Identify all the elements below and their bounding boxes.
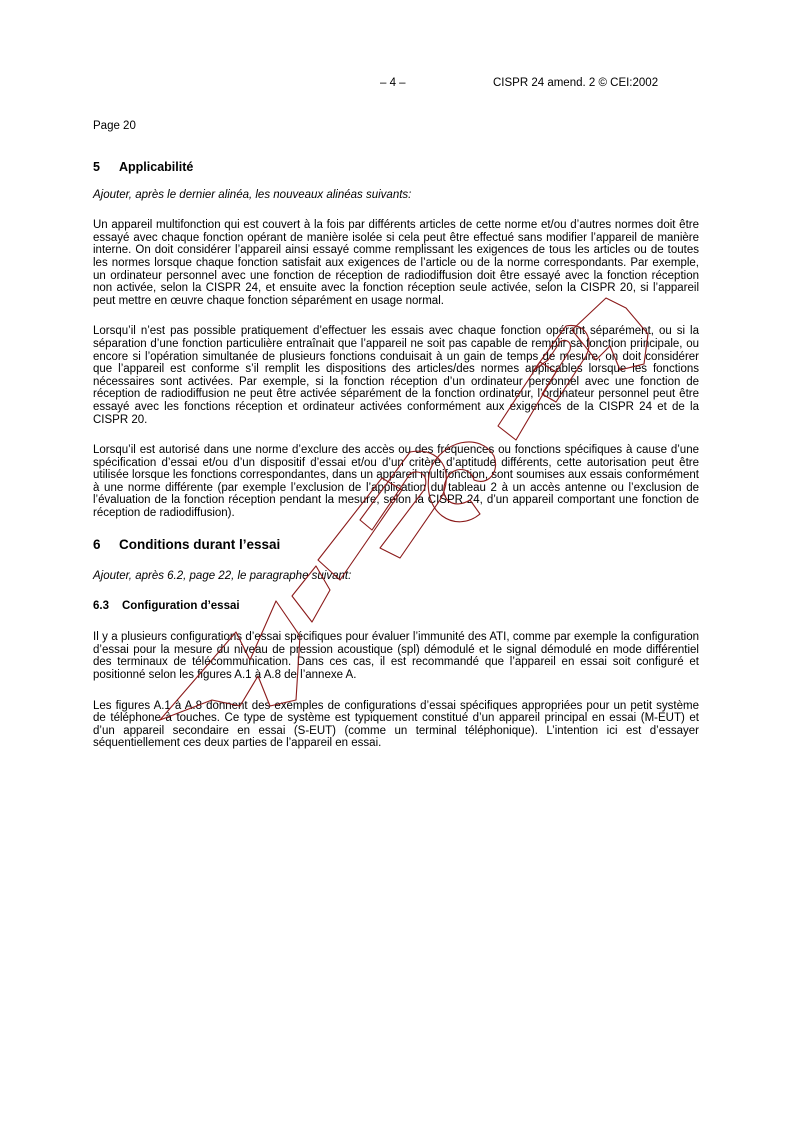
section-6-3-title: Configuration d’essai (122, 600, 240, 613)
watermark-stroke-1 (160, 601, 300, 720)
watermark-stroke-5 (428, 442, 495, 522)
section-6-3-number: 6.3 (93, 600, 109, 613)
section-5-title: Applicabilité (119, 159, 194, 174)
section-5-paragraph-1: Un appareil multifonction qui est couvert à la fois par différents articles de cette norme et/ou d’autres normes doit être essayé avec chaque fonction opérant de manière isolée si cela peut être effectué sans modifier l’appareil de manière interne. On doit considérer l’appareil ainsi essayé comme remplissant les exigences de tous les articles ou de toutes les normes lorsque chaque fonction satisfait aux exigences de l’article ou de la norme correspondants. Par exemple, un ordinateur personnel avec une fonction de réception de radiodiffusion doit être essayé avec la fonction réception non activée, selon la CISPR 24, et ensuite avec la fonction réception seule activée, selon la CISPR 20, si l’appareil peut mettre en œuvre chaque fonction séparément en usage normal. (93, 219, 699, 307)
section-5-instruction: Ajouter, après le dernier alinéa, les nouveaux alinéas suivants: (93, 188, 412, 201)
section-5-paragraph-2: Lorsqu’il n’est pas possible pratiquement d’effectuer les essais avec chaque fonction opérant séparément, ou si la séparation d’une fonction particulière entraînait que l’appareil ne soit pas capable de remplir sa fonction principale, ou encore si l’opération simultanée de plusieurs fonctions conduisait à un gain de temps de mesure, on doit considérer que l’appareil est conforme s’il remplit les dispositions des articles/des normes applicables lorsque les fonctions nécessaires sont activées. Par exemple, si la fonction réception d’un ordinateur personnel avec une fonction de réception de radiodiffusion ne peut être activée séparément de la fonction ordinateur, l’ordinateur personnel peut être essayé avec les fonctions réception et ordinateur activées conformément aux exigences de la CISPR 24 et de la CISPR 20. (93, 325, 699, 426)
header-page-number: – 4 – (380, 77, 406, 89)
section-5-number: 5 (93, 159, 100, 174)
header-document-reference: CISPR 24 amend. 2 © CEI:2002 (493, 77, 659, 89)
section-6-3-paragraph-1: Il y a plusieurs configurations d’essai spécifiques pour évaluer l’immunité des ATI, comme par exemple la configuration d’essai pour la mesure du niveau de pression acoustique (spl) démodulé et le signal démodulé en mode différentiel des terminaux de télécommunication. Dans ces cas, il est recommandé que l’appareil en essai soit configuré et positionné selon les figures A.1 à A.8 de l’annexe A. (93, 631, 699, 682)
section-6-3-paragraph-2: Les figures A.1 à A.8 donnent des exemples de configurations d’essai spécifiques appropriées pour un petit système de téléphone à touches. Ce type de système est typiquement constitué d’un appareil principal en essai (M-EUT) et d’un appareil secondaire en essai (S-EUT) (comme un terminal téléphonique). L’intention ici est d’essayer séquentiellement ces deux parties de l’appareil en essai. (93, 699, 699, 750)
watermark-stroke-2 (292, 566, 330, 622)
section-6-title: Conditions durant l’essai (119, 536, 281, 552)
watermark-stroke-3 (318, 478, 402, 580)
section-5-paragraph-3: Lorsqu’il est autorisé dans une norme d’exclure des accès ou des fréquences ou fonctions spécifiques à cause d’une spécification d’essai et/ou d’un dispositif d’essai et/ou d’un critère d’aptitude différents, cette autorisation peut être utilisée lorsque les fonctions correspondantes, dans un appareil multifonction, sont soumises aux essais conformément à une norme différente (par exemple l’exclusion de l’application du tableau 2 à un accès antenne ou l’exclusion de l’évaluation de la fonction réception pendant la mesure, selon la CISPR 24, d’un appareil comportant une fonction de réception de radiodiffusion). (93, 444, 699, 520)
section-6-number: 6 (93, 536, 101, 552)
section-6-instruction: Ajouter, après 6.2, page 22, le paragraphe suivant: (93, 569, 352, 582)
watermark-stroke-6 (498, 362, 556, 440)
page-reference: Page 20 (93, 120, 136, 132)
watermark-stroke-4 (360, 451, 446, 558)
watermark-stroke-7 (534, 325, 589, 402)
